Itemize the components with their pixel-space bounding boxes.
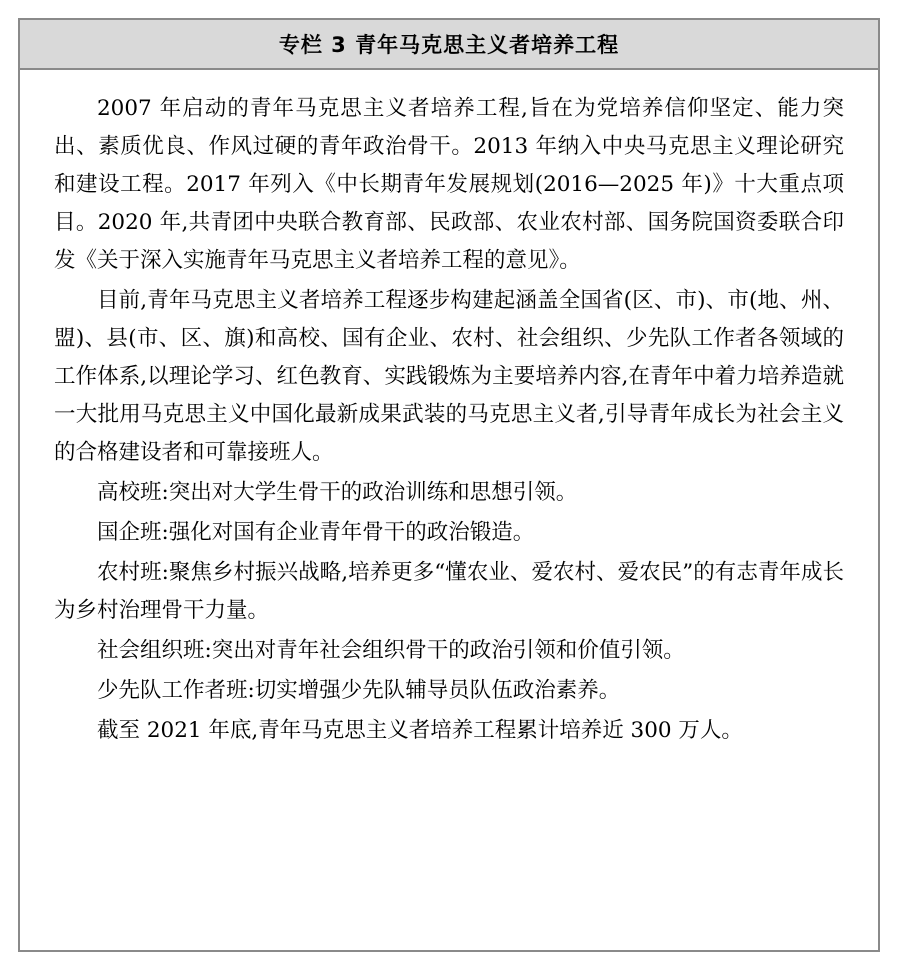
paragraph-social-org-class: 社会组织班:突出对青年社会组织骨干的政治引领和价值引领。 — [97, 638, 685, 663]
feature-box — [18, 18, 880, 952]
feature-box-header — [20, 20, 878, 70]
paragraph-college-class: 高校班:突出对大学生骨干的政治训练和思想引领。 — [97, 480, 578, 505]
page-title: 专栏 3 青年马克思主义者培养工程 — [278, 33, 620, 57]
paragraph-2: 目前,青年马克思主义者培养工程逐步构建起涵盖全国省(区、市)、市(地、州、盟)、县(市、区、旗)和高校、国有企业、农村、社会组织、少先队工作者各领域的工作体系,以理论学习、红色教育、实践锻炼为主要培养内容,在青年中着力培养造就一大批用马克思主义中国化最新成果武装的马克思主义者,引导青年成长为社会主义的合格建设者和可靠接班人。 — [54, 288, 844, 465]
paragraph-summary: 截至 2021 年底,青年马克思主义者培养工程累计培养近 300 万人。 — [97, 718, 743, 743]
paragraph-1: 2007 年启动的青年马克思主义者培养工程,旨在为党培养信仰坚定、能力突出、素质优良、作风过硬的青年政治骨干。2013 年纳入中央马克思主义理论研究和建设工程。2017 年列入《中长期青年发展规划(2016—2025 年)》十大重点项目。2020 年,共青团中央联合教育部、民政部、农业农村部、国务院国资委联合印发《关于深入实施青年马克思主义者培养工程的意见》。 — [54, 96, 844, 273]
feature-box-body — [20, 70, 878, 762]
paragraph-soe-class: 国企班:强化对国有企业青年骨干的政治锻造。 — [97, 520, 535, 545]
paragraph-young-pioneers-class: 少先队工作者班:切实增强少先队辅导员队伍政治素养。 — [97, 678, 621, 703]
paragraph-rural-class: 农村班:聚焦乡村振兴战略,培养更多“懂农业、爱农村、爱农民”的有志青年成长为乡村治理骨干力量。 — [54, 560, 844, 623]
